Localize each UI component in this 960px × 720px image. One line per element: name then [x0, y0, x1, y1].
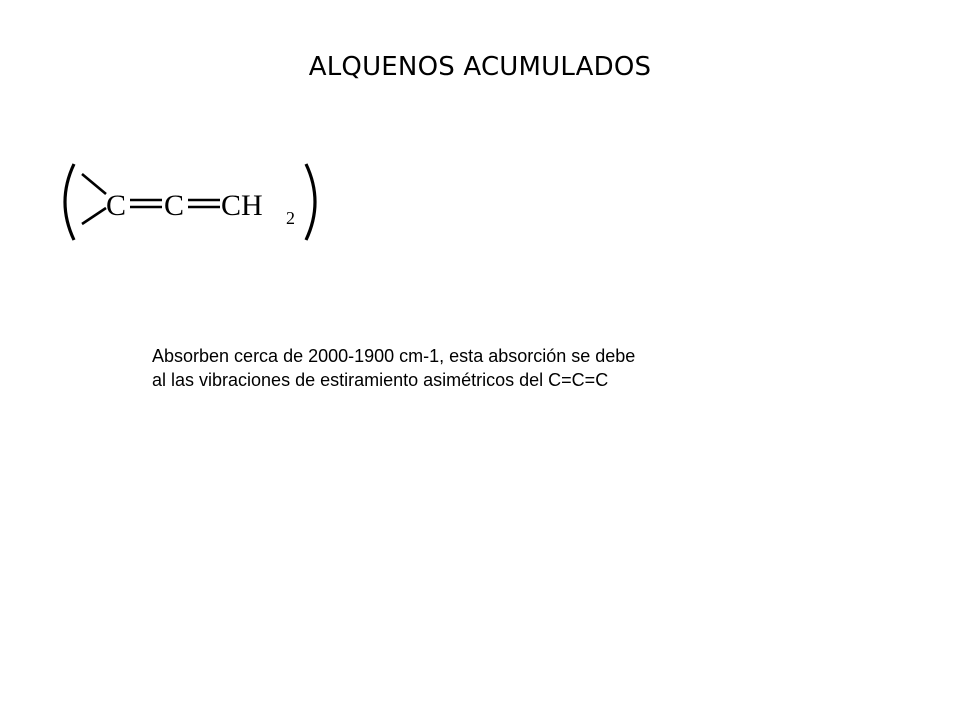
description-line-1: Absorben cerca de 2000-1900 cm-1, esta absorción se debe [152, 346, 636, 366]
atom-carbon-2: C [164, 189, 185, 222]
bond-lower-left [82, 208, 106, 224]
slide-title: ALQUENOS ACUMULADOS [308, 52, 652, 82]
right-parenthesis [306, 164, 315, 240]
description-line-2: al las vibraciones de estiramiento asimétricos del C=C=C [152, 370, 609, 390]
group-methylene: CH [221, 189, 263, 222]
bond-upper-left [82, 174, 106, 194]
description-text [152, 344, 832, 392]
left-parenthesis [65, 164, 74, 240]
allene-structure-formula [56, 160, 336, 244]
atom-carbon-1: C [106, 189, 127, 222]
subscript-two: 2 [286, 208, 295, 228]
